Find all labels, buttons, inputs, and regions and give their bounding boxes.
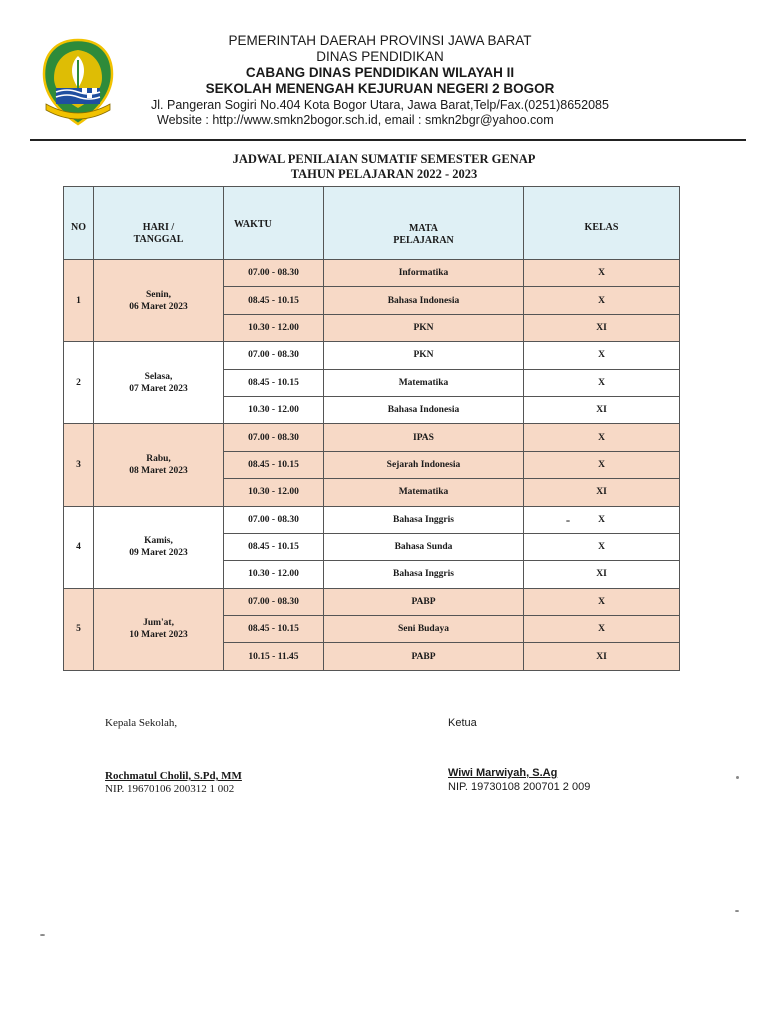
principal-role: Kepala Sekolah, [105, 717, 178, 729]
table-row [64, 588, 680, 615]
letterhead-contact: Website : http://www.smkn2bogor.sch.id, email : smkn2bgr@yahoo.com [157, 113, 554, 127]
cell-day-date: Kamis, 09 Maret 2023 [94, 506, 224, 588]
cell-waktu: 07.00 - 08.30 [224, 588, 324, 615]
header-waktu: WAKTU [224, 187, 324, 260]
cell-kelas: XI [524, 479, 680, 506]
header-kelas: KELAS [524, 187, 680, 260]
principal-name: Rochmatul Cholil, S.Pd, MM [105, 770, 242, 782]
cell-kelas: X [524, 342, 680, 369]
cell-no: 3 [64, 424, 94, 506]
cell-kelas: X [524, 424, 680, 451]
cell-waktu: 10.30 - 12.00 [224, 314, 324, 341]
cell-no: 5 [64, 588, 94, 670]
cell-waktu: 08.45 - 10.15 [224, 369, 324, 396]
cell-waktu: 10.15 - 11.45 [224, 643, 324, 670]
cell-waktu: 07.00 - 08.30 [224, 342, 324, 369]
cell-kelas: XI [524, 314, 680, 341]
cell-kelas: X [524, 260, 680, 287]
table-row [64, 260, 680, 287]
chair-name: Wiwi Marwiyah, S.Ag [448, 767, 558, 779]
table-row [64, 424, 680, 451]
cell-mapel: Bahasa Sunda [324, 533, 524, 560]
cell-waktu: 07.00 - 08.30 [224, 506, 324, 533]
letterhead-branch: CABANG DINAS PENDIDIKAN WILAYAH II [245, 65, 515, 80]
cell-waktu: 08.45 - 10.15 [224, 533, 324, 560]
cell-waktu: 08.45 - 10.15 [224, 616, 324, 643]
scan-speck [735, 910, 739, 912]
cell-mapel: Sejarah Indonesia [324, 451, 524, 478]
table-row [64, 342, 680, 369]
cell-kelas: X [524, 533, 680, 560]
cell-kelas: X [524, 506, 680, 533]
cell-kelas: X [524, 451, 680, 478]
cell-day-date: Rabu, 08 Maret 2023 [94, 424, 224, 506]
letterhead-government: PEMERINTAH DAERAH PROVINSI JAWA BARAT [228, 33, 532, 48]
cell-kelas: XI [524, 561, 680, 588]
cell-mapel: Bahasa Inggris [324, 506, 524, 533]
cell-waktu: 07.00 - 08.30 [224, 424, 324, 451]
header-hari-tanggal: HARI / TANGGAL [94, 187, 224, 260]
cell-kelas: X [524, 588, 680, 615]
cell-mapel: PKN [324, 342, 524, 369]
letterhead-address: Jl. Pangeran Sogiri No.404 Kota Bogor Utara, Jawa Barat,Telp/Fax.(0251)8652085 [151, 98, 609, 112]
cell-waktu: 10.30 - 12.00 [224, 479, 324, 506]
cell-kelas: X [524, 287, 680, 314]
cell-mapel: Bahasa Inggris [324, 561, 524, 588]
header-no: NO [64, 187, 94, 260]
cell-waktu: 10.30 - 12.00 [224, 561, 324, 588]
cell-kelas: XI [524, 396, 680, 423]
cell-mapel: PKN [324, 314, 524, 341]
cell-mapel: Matematika [324, 479, 524, 506]
scan-speck [736, 776, 739, 779]
principal-nip: NIP. 19670106 200312 1 002 [105, 783, 235, 795]
cell-mapel: Bahasa Indonesia [324, 396, 524, 423]
chair-role: Ketua [448, 717, 477, 729]
cell-day-date: Senin, 06 Maret 2023 [94, 260, 224, 342]
title-line-2: TAHUN PELAJARAN 2022 - 2023 [290, 167, 478, 181]
cell-waktu: 10.30 - 12.00 [224, 396, 324, 423]
cell-waktu: 08.45 - 10.15 [224, 451, 324, 478]
cell-waktu: 08.45 - 10.15 [224, 287, 324, 314]
cell-mapel: Informatika [324, 260, 524, 287]
cell-mapel: Bahasa Indonesia [324, 287, 524, 314]
cell-kelas: X [524, 616, 680, 643]
letterhead [130, 33, 630, 128]
cell-kelas: XI [524, 643, 680, 670]
scan-speck [40, 934, 45, 936]
table-header-row [64, 187, 680, 260]
exam-schedule-table [63, 186, 680, 671]
document-title [150, 152, 618, 182]
cell-kelas: X [524, 369, 680, 396]
cell-no: 1 [64, 260, 94, 342]
header-mata-pelajaran: MATA PELAJARAN [324, 187, 524, 260]
chair-nip: NIP. 19730108 200701 2 009 [448, 781, 591, 793]
cell-mapel: PABP [324, 588, 524, 615]
cell-waktu: 07.00 - 08.30 [224, 260, 324, 287]
table-row [64, 506, 680, 533]
cell-mapel: IPAS [324, 424, 524, 451]
cell-mapel: PABP [324, 643, 524, 670]
provincial-emblem-logo [40, 38, 116, 126]
scan-speck [566, 520, 570, 522]
cell-day-date: Jum'at, 10 Maret 2023 [94, 588, 224, 670]
cell-mapel: Seni Budaya [324, 616, 524, 643]
cell-no: 4 [64, 506, 94, 588]
cell-mapel: Matematika [324, 369, 524, 396]
cell-no: 2 [64, 342, 94, 424]
title-line-1: JADWAL PENILAIAN SUMATIF SEMESTER GENAP [232, 152, 536, 166]
letterhead-department: DINAS PENDIDIKAN [316, 49, 444, 64]
letterhead-divider [30, 139, 746, 141]
letterhead-school-name: SEKOLAH MENENGAH KEJURUAN NEGERI 2 BOGOR [205, 81, 555, 96]
cell-day-date: Selasa, 07 Maret 2023 [94, 342, 224, 424]
